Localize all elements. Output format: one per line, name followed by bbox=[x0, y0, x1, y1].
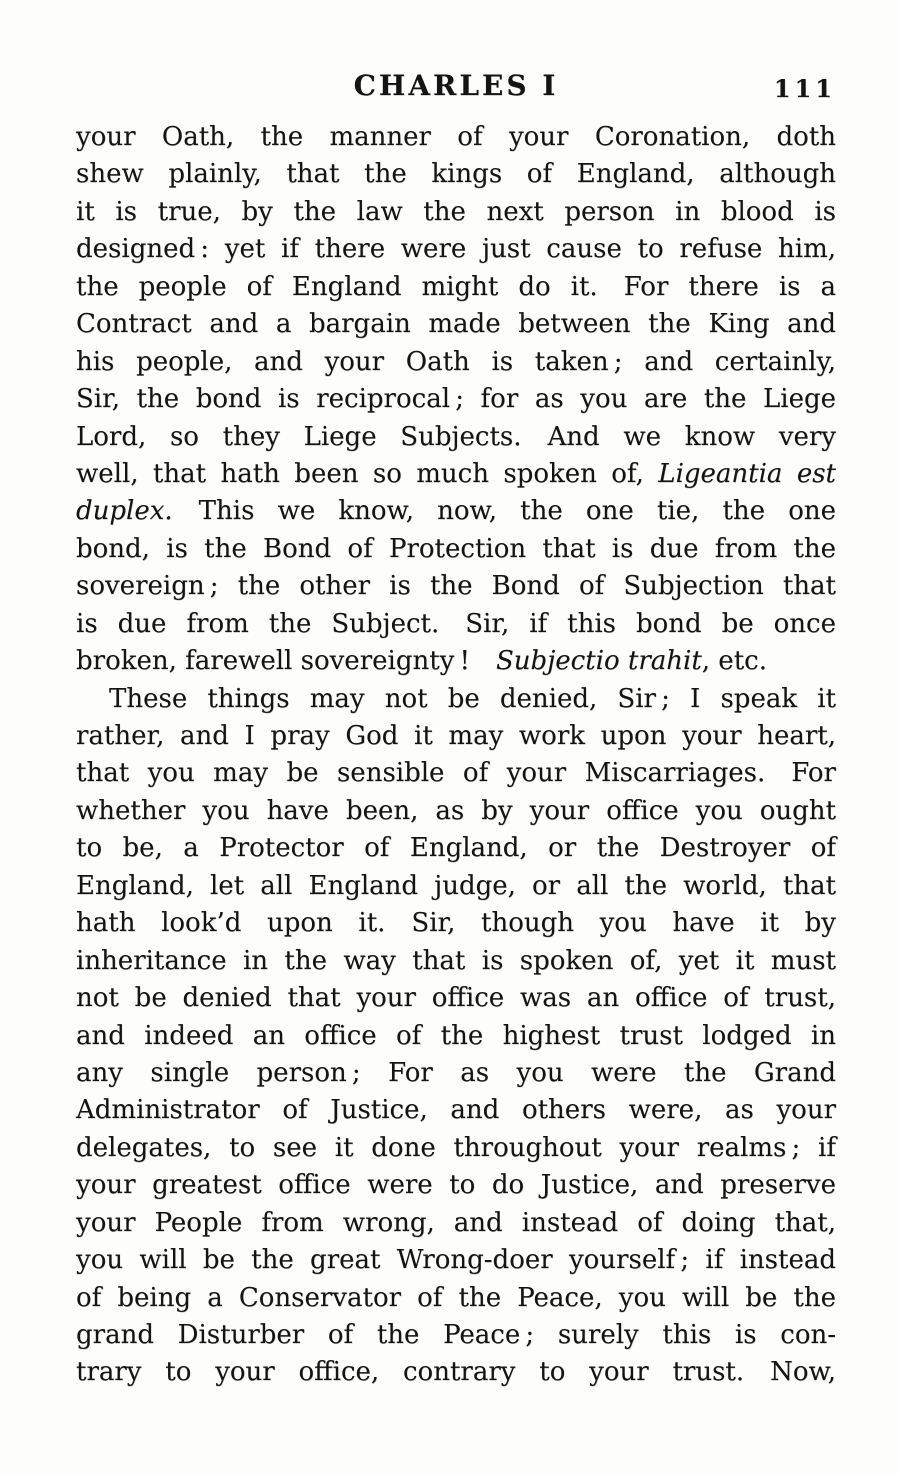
text-run: grand Disturber of the Peace ; surely this is con- bbox=[76, 1320, 836, 1350]
text-run: well, that hath been so much spoken of, bbox=[76, 458, 659, 489]
text-line bbox=[76, 681, 836, 718]
text-line bbox=[76, 793, 836, 830]
text-line bbox=[76, 1280, 836, 1317]
text-line bbox=[76, 119, 836, 156]
text-line bbox=[76, 755, 836, 792]
text-run: These things may not be denied, Sir ; I speak it bbox=[109, 683, 836, 714]
text-run: whether you have been, as by your office you ought bbox=[76, 795, 836, 826]
text-line bbox=[76, 1317, 836, 1354]
text-run: any single person ; For as you were the Grand bbox=[76, 1057, 836, 1088]
text-run: your People from wrong, and instead of doing that, bbox=[76, 1207, 836, 1238]
text-line bbox=[76, 456, 836, 493]
text-run: to be, a Protector of England, or the Destroyer of bbox=[76, 833, 836, 864]
text-run: that you may be sensible of your Miscarriages. For bbox=[76, 758, 836, 789]
text-run: is due from the Subject. Sir, if this bond be once bbox=[76, 608, 836, 639]
text-line bbox=[76, 306, 836, 343]
text-run: rather, and I pray God it may work upon your heart, bbox=[76, 721, 836, 751]
text-line bbox=[76, 194, 836, 231]
text-run: your Oath, the manner of your Coronation, doth bbox=[76, 122, 836, 152]
text-run: hath look’d upon it. Sir, though you have it by bbox=[76, 908, 836, 939]
text-line bbox=[76, 1205, 836, 1242]
text-line bbox=[76, 1242, 836, 1279]
text-line bbox=[76, 1018, 836, 1055]
text-run: trary to your office, contrary to your trust. Now, bbox=[76, 1357, 836, 1388]
text-run: and indeed an office of the highest trust lodged in bbox=[76, 1020, 836, 1051]
text-run: , etc. bbox=[701, 646, 767, 677]
text-line bbox=[76, 1092, 836, 1129]
text-line bbox=[76, 156, 836, 193]
text-line bbox=[76, 1055, 836, 1092]
text-run: bond, is the Bond of Protection that is due from the bbox=[76, 533, 836, 564]
text-line bbox=[76, 643, 836, 680]
text-run: England, let all England judge, or all the world, that bbox=[76, 870, 836, 901]
text-run: This we know, now, the one tie, the one bbox=[172, 496, 836, 527]
text-run: Lord, so they Liege Subjects. And we know very bbox=[76, 421, 836, 452]
text-run: Sir, the bond is reciprocal ; for as you are the Liege bbox=[76, 384, 836, 415]
text-line bbox=[76, 344, 836, 381]
text-line bbox=[76, 493, 836, 530]
text-line bbox=[76, 231, 836, 268]
text-run: delegates, to see it done throughout your realms ; if bbox=[76, 1132, 836, 1163]
page-body-text bbox=[76, 119, 836, 1392]
text-line bbox=[76, 830, 836, 867]
text-line bbox=[76, 1354, 836, 1391]
italic-text-run: Ligeantia est bbox=[658, 458, 836, 489]
text-run: you will be the great Wrong-doer yourself ; if instead bbox=[76, 1245, 836, 1276]
text-line bbox=[76, 1167, 836, 1204]
text-run: your greatest office were to do Justice, and preserve bbox=[76, 1170, 836, 1201]
text-run: it is true, by the law the next person in blood is bbox=[76, 196, 836, 227]
page-header bbox=[76, 66, 836, 106]
text-line bbox=[76, 568, 836, 605]
text-line bbox=[76, 943, 836, 980]
text-line bbox=[76, 381, 836, 418]
text-line bbox=[76, 531, 836, 568]
text-run: not be denied that your office was an office of trust, bbox=[76, 983, 836, 1014]
text-run: Administrator of Justice, and others were, as your bbox=[76, 1095, 836, 1126]
text-run: inheritance in the way that is spoken of, yet it must bbox=[76, 945, 836, 976]
italic-text-run: duplex. bbox=[76, 496, 173, 527]
text-line bbox=[76, 868, 836, 905]
text-line bbox=[76, 1130, 836, 1167]
text-run: Contract and a bargain made between the King and bbox=[76, 309, 836, 340]
text-run: the people of England might do it. For there is a bbox=[76, 271, 836, 302]
text-line bbox=[76, 905, 836, 942]
text-run: shew plainly, that the kings of England, although bbox=[76, 159, 836, 190]
text-line bbox=[76, 606, 836, 643]
italic-text-run: Subjectio trahit bbox=[496, 646, 702, 677]
text-line bbox=[76, 269, 836, 306]
text-run: designed : yet if there were just cause to refuse him, bbox=[76, 234, 836, 265]
text-line bbox=[76, 980, 836, 1017]
text-run: sovereign ; the other is the Bond of Subjection that bbox=[76, 571, 836, 602]
text-run: his people, and your Oath is taken ; and certainly, bbox=[76, 346, 836, 377]
text-run: of being a Conservator of the Peace, you will be the bbox=[76, 1282, 836, 1313]
text-line bbox=[76, 718, 836, 755]
text-run: broken, farewell sovereignty ! bbox=[76, 646, 496, 677]
page-header-title: CHARLES I bbox=[353, 69, 559, 102]
page-number: 111 bbox=[773, 74, 836, 103]
text-line bbox=[76, 419, 836, 456]
